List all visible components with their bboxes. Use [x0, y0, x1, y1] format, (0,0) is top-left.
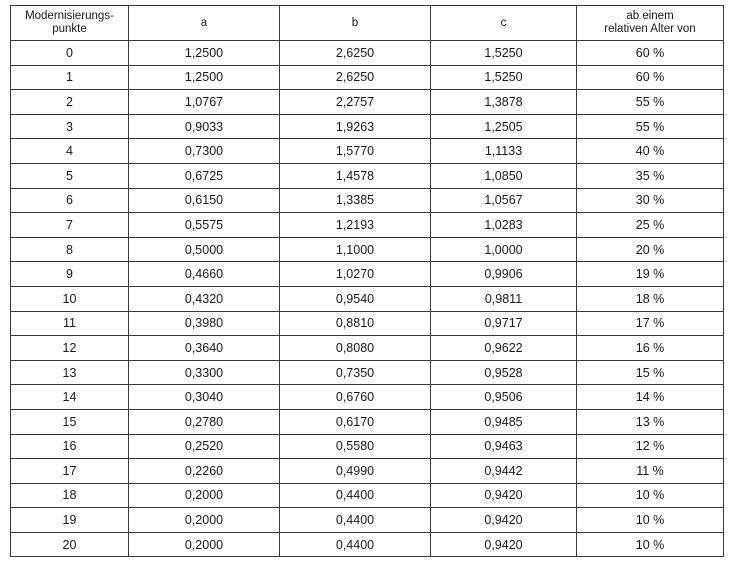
cell-a: 0,9033 [129, 114, 280, 139]
cell-a: 0,6725 [129, 163, 280, 188]
header-relative-age-line1: ab einem [626, 10, 674, 22]
table-header-row [11, 6, 724, 41]
cell-c: 1,2505 [431, 114, 577, 139]
table-row [11, 139, 724, 164]
cell-points: 16 [11, 434, 129, 459]
cell-a: 0,2000 [129, 508, 280, 533]
cell-c: 0,9420 [431, 483, 577, 508]
header-c: c [431, 6, 577, 41]
cell-b: 1,1000 [280, 237, 431, 262]
cell-b: 0,4400 [280, 508, 431, 533]
cell-c: 0,9420 [431, 508, 577, 533]
table-row [11, 90, 724, 115]
cell-a: 0,7300 [129, 139, 280, 164]
table-row [11, 286, 724, 311]
cell-c: 1,1133 [431, 139, 577, 164]
cell-points: 7 [11, 213, 129, 238]
cell-relative-age: 60 % [577, 65, 724, 90]
cell-relative-age: 18 % [577, 286, 724, 311]
cell-b: 0,8080 [280, 336, 431, 361]
cell-b: 0,8810 [280, 311, 431, 336]
cell-c: 1,0283 [431, 213, 577, 238]
cell-b: 0,4400 [280, 483, 431, 508]
cell-a: 0,2000 [129, 532, 280, 557]
cell-c: 0,9717 [431, 311, 577, 336]
cell-relative-age: 12 % [577, 434, 724, 459]
cell-a: 1,2500 [129, 41, 280, 66]
table-row [11, 360, 724, 385]
table-row [11, 65, 724, 90]
cell-c: 1,0000 [431, 237, 577, 262]
header-relative-age-line2: relativen Alter von [604, 23, 696, 35]
cell-b: 1,3385 [280, 188, 431, 213]
table-row [11, 114, 724, 139]
cell-relative-age: 40 % [577, 139, 724, 164]
table-row [11, 163, 724, 188]
cell-relative-age: 30 % [577, 188, 724, 213]
cell-c: 0,9442 [431, 459, 577, 484]
table-body [11, 41, 724, 557]
cell-relative-age: 19 % [577, 262, 724, 287]
cell-points: 18 [11, 483, 129, 508]
cell-relative-age: 55 % [577, 90, 724, 115]
table-row [11, 483, 724, 508]
cell-points: 5 [11, 163, 129, 188]
cell-c: 1,0567 [431, 188, 577, 213]
cell-points: 19 [11, 508, 129, 533]
table-row [11, 336, 724, 361]
cell-relative-age: 10 % [577, 532, 724, 557]
cell-relative-age: 17 % [577, 311, 724, 336]
table-row [11, 262, 724, 287]
cell-c: 0,9485 [431, 409, 577, 434]
cell-points: 0 [11, 41, 129, 66]
cell-relative-age: 13 % [577, 409, 724, 434]
table-row [11, 188, 724, 213]
cell-points: 1 [11, 65, 129, 90]
cell-relative-age: 11 % [577, 459, 724, 484]
cell-points: 2 [11, 90, 129, 115]
cell-relative-age: 16 % [577, 336, 724, 361]
cell-b: 1,9263 [280, 114, 431, 139]
cell-b: 0,6170 [280, 409, 431, 434]
cell-points: 15 [11, 409, 129, 434]
cell-relative-age: 10 % [577, 508, 724, 533]
table-row [11, 213, 724, 238]
cell-b: 0,6760 [280, 385, 431, 410]
modernization-table [10, 5, 724, 557]
cell-points: 4 [11, 139, 129, 164]
cell-points: 9 [11, 262, 129, 287]
cell-c: 0,9622 [431, 336, 577, 361]
table-row [11, 409, 724, 434]
cell-points: 8 [11, 237, 129, 262]
cell-a: 0,2780 [129, 409, 280, 434]
table-row [11, 532, 724, 557]
cell-a: 0,2000 [129, 483, 280, 508]
cell-points: 14 [11, 385, 129, 410]
cell-points: 3 [11, 114, 129, 139]
cell-a: 0,5575 [129, 213, 280, 238]
cell-a: 0,5000 [129, 237, 280, 262]
cell-points: 10 [11, 286, 129, 311]
cell-points: 11 [11, 311, 129, 336]
cell-a: 0,3300 [129, 360, 280, 385]
cell-relative-age: 35 % [577, 163, 724, 188]
cell-relative-age: 15 % [577, 360, 724, 385]
cell-c: 1,0850 [431, 163, 577, 188]
cell-c: 0,9811 [431, 286, 577, 311]
cell-b: 1,4578 [280, 163, 431, 188]
cell-b: 1,5770 [280, 139, 431, 164]
cell-a: 0,4320 [129, 286, 280, 311]
cell-a: 0,3040 [129, 385, 280, 410]
cell-points: 20 [11, 532, 129, 557]
cell-b: 0,4990 [280, 459, 431, 484]
cell-relative-age: 10 % [577, 483, 724, 508]
cell-a: 1,2500 [129, 65, 280, 90]
cell-a: 0,3640 [129, 336, 280, 361]
cell-a: 0,6150 [129, 188, 280, 213]
cell-a: 1,0767 [129, 90, 280, 115]
cell-points: 17 [11, 459, 129, 484]
cell-b: 0,7350 [280, 360, 431, 385]
cell-b: 2,2757 [280, 90, 431, 115]
table-row [11, 311, 724, 336]
cell-c: 0,9528 [431, 360, 577, 385]
table-row [11, 237, 724, 262]
table-row [11, 41, 724, 66]
header-modernization-points-line1: Modernisierungs- [25, 10, 114, 22]
cell-a: 0,2520 [129, 434, 280, 459]
cell-b: 2,6250 [280, 65, 431, 90]
table-row [11, 459, 724, 484]
cell-points: 6 [11, 188, 129, 213]
cell-relative-age: 14 % [577, 385, 724, 410]
header-modernization-points [11, 6, 129, 41]
cell-a: 0,3980 [129, 311, 280, 336]
header-a: a [129, 6, 280, 41]
cell-a: 0,4660 [129, 262, 280, 287]
cell-relative-age: 55 % [577, 114, 724, 139]
header-b: b [280, 6, 431, 41]
header-modernization-points-line2: punkte [52, 23, 87, 35]
cell-c: 0,9463 [431, 434, 577, 459]
cell-b: 0,4400 [280, 532, 431, 557]
cell-c: 0,9906 [431, 262, 577, 287]
cell-points: 13 [11, 360, 129, 385]
cell-c: 1,5250 [431, 41, 577, 66]
cell-c: 1,3878 [431, 90, 577, 115]
cell-c: 0,9506 [431, 385, 577, 410]
cell-relative-age: 60 % [577, 41, 724, 66]
modernization-table-container [10, 5, 724, 557]
cell-c: 0,9420 [431, 532, 577, 557]
cell-points: 12 [11, 336, 129, 361]
cell-c: 1,5250 [431, 65, 577, 90]
cell-b: 1,2193 [280, 213, 431, 238]
table-row [11, 385, 724, 410]
cell-b: 1,0270 [280, 262, 431, 287]
cell-b: 2,6250 [280, 41, 431, 66]
cell-relative-age: 25 % [577, 213, 724, 238]
cell-a: 0,2260 [129, 459, 280, 484]
cell-b: 0,9540 [280, 286, 431, 311]
cell-relative-age: 20 % [577, 237, 724, 262]
table-row [11, 434, 724, 459]
header-relative-age [577, 6, 724, 41]
cell-b: 0,5580 [280, 434, 431, 459]
table-row [11, 508, 724, 533]
